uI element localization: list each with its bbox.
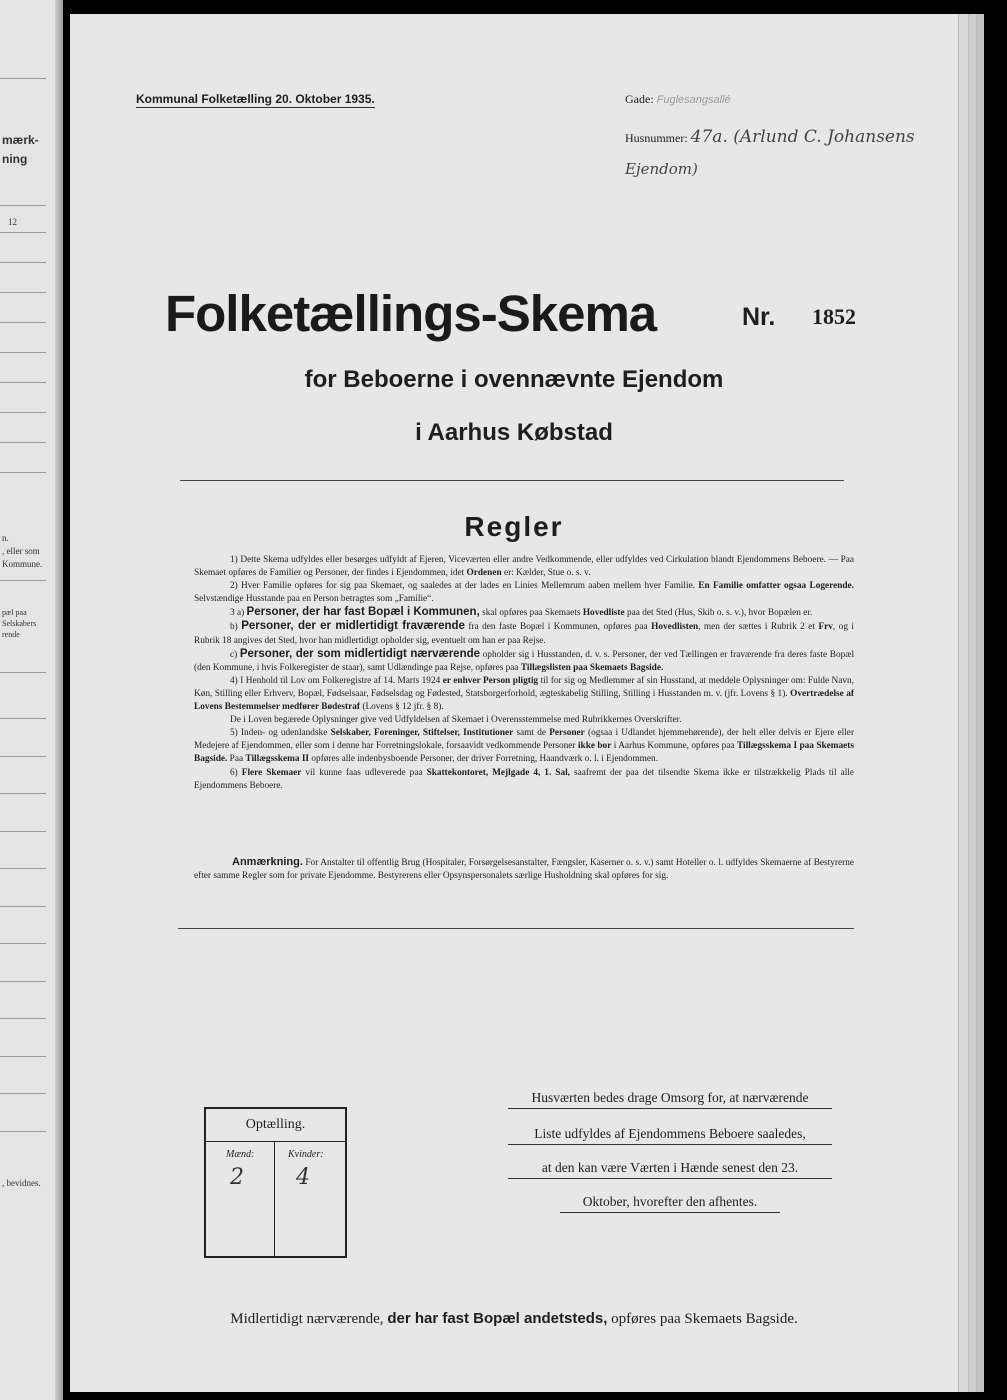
divider: [0, 262, 46, 263]
house-number-label: Husnummer:: [625, 131, 688, 145]
page-gutter: [55, 0, 63, 1400]
form-number-label: Nr.: [742, 303, 776, 331]
divider: [0, 672, 46, 673]
divider: [0, 943, 46, 944]
left-fragment: n.: [2, 533, 9, 543]
divider: [0, 981, 46, 982]
notice-line: at den kan være Værten i Hænde senest den 23.: [508, 1160, 832, 1179]
count-box-divider: [274, 1141, 275, 1256]
divider: [0, 442, 46, 443]
house-number-value: 47a. (Arlund C. Johansens: [690, 127, 915, 147]
divider: [0, 868, 46, 869]
left-fragment: pæl paa: [2, 608, 27, 617]
divider: [0, 232, 46, 233]
divider: [0, 382, 46, 383]
left-fragment: Selskabers: [2, 619, 37, 628]
divider: [0, 78, 46, 79]
rules-heading: Regler: [464, 511, 564, 542]
annotation-text: For Anstalter til offentlig Brug (Hospitaler, Forsørgelsesanstalter, Fængsler, Kaserner o. s. v.) samt Hoteller o. l. udfyldes Skemaerne af Bestyrerne efter samme Regler som for private Ejendomme. Bestyrerens eller Opsynspersonalets særlige Husholdning skal opføres for sig.: [194, 858, 854, 882]
left-fragment: Kommune.: [2, 559, 43, 569]
left-fragment: 12: [8, 217, 17, 227]
left-fragment: , bevidnes.: [2, 1178, 41, 1188]
rule-3a: 3 a) Personer, der har fast Bopæl i Kommunen, skal opføres paa Skemaets Hovedliste paa det Sted (Hus, Skib o. s. v.), hvor Bopælen er.: [230, 606, 813, 619]
divider: [0, 756, 46, 757]
divider: [0, 1056, 46, 1057]
rules-text: [194, 554, 854, 793]
left-fragment: rende: [2, 630, 20, 639]
divider: [0, 1131, 46, 1132]
divider: [0, 906, 46, 907]
rule-5: 5) Inden- og udenlandske Selskaber, Foreninger, Stiftelser, Institutioner samt de Personer (ogsaa i Udlandet hjemmehørende), der helt eller delvis er Ejere eller Medejere af Ejendommen, eller som i denne har Forretningslokale, forsaavidt vedkommende Personer ikke bor i Aarhus Kommune, opføres paa Tillægsskema I paa Skemaets Bagside. Paa Tillægsskema II opføres alle indenbysboende Personer, der driver Forretning, Haandværk o. l. i Ejendommen.: [194, 728, 855, 765]
divider: [0, 205, 46, 206]
form-subtitle: for Beboerne i ovennævnte Ejendom: [304, 366, 724, 393]
divider: [0, 1093, 46, 1094]
census-header: Kommunal Folketælling 20. Oktober 1935.: [136, 92, 375, 106]
left-fragment: mærk-: [2, 133, 39, 147]
divider: [0, 412, 46, 413]
left-facing-page: [0, 0, 63, 1400]
women-count: 4: [296, 1165, 310, 1190]
page-edge: [976, 14, 984, 1392]
form-subtitle-city: i Aarhus Købstad: [415, 419, 613, 446]
notice-line: Liste udfyldes af Ejendommens Beboere saaledes,: [508, 1126, 832, 1145]
divider: [0, 292, 46, 293]
rule-4b: De i Loven begærede Oplysninger give ved Udfyldelsen af Skemaet i Overensstemmelse med Rubrikkernes Overskrifter.: [230, 715, 682, 726]
rule-3c: c) Personer, der som midlertidigt nærværende opholder sig i Husstanden, d. v. s. Personer, der ved Tællingen er fraværende fra deres faste Bopæl (den Kommune, i hvis Folkeregister de staar), samt Udlændinge paa Rejse, opføres paa Tillægslisten paa Skemaets Bagside.: [194, 647, 855, 673]
house-number-field: [625, 127, 915, 147]
divider: [0, 352, 46, 353]
rule-3b: b) Personer, der er midlertidigt fraværende fra den faste Bopæl i Kommunen, opføres paa Hovedlisten, men der sættes i Rubrik 2 et Frv, og i Rubrik 18 angives det Sted, hvor han midlertidigt opholder sig, eventuelt om han er paa Rejse.: [194, 620, 855, 646]
notice-line: Oktober, hvorefter den afhentes.: [560, 1194, 780, 1213]
footer-note: Midlertidigt nærværende, der har fast Bopæl andetsteds, opføres paa Skemaets Bagside.: [230, 1310, 798, 1327]
notice-line: Husværten bedes drage Omsorg for, at nærværende: [508, 1090, 832, 1109]
divider: [0, 1018, 46, 1019]
divider: [0, 322, 46, 323]
count-box-title: Optælling.: [206, 1109, 345, 1142]
divider: [0, 831, 46, 832]
rule-4: 4) I Henhold til Lov om Folkeregistre af 14. Marts 1924 er enhver Person pligtig til for sig og Medlemmer af sin Husstand, at meddele Oplysninger om: Fulde Navn, Køn, Stilling eller Erhverv, Bopæl, Fødselsaar, Fødselsdag og Fødested, Statsborgerforhold, ægteskabelig Stilling, Stilling i Husstanden m. v. (jfr. Lovens § 1). Overtrædelse af Lovens Bestemmelser medfører Bødestraf (Lovens § 12 jfr. § 8).: [194, 675, 854, 713]
house-number-value-cont: Ejendom): [625, 160, 698, 178]
divider: [0, 580, 46, 581]
men-count: 2: [230, 1165, 244, 1190]
divider: [180, 480, 844, 481]
men-label: Mænd:: [226, 1149, 255, 1160]
rule-2: 2) Hver Familie opføres for sig paa Skemaet, og saaledes at der lades en Linies Mellemrum aaben mellem hver Familie. En Familie omfatter ogsaa Logerende. Selvstændige Husstande paa en Person betragtes som „Familie“.: [194, 581, 854, 605]
divider: [0, 793, 46, 794]
women-label: Kvinder:: [288, 1149, 324, 1160]
divider: [178, 928, 854, 929]
count-box: [204, 1107, 347, 1258]
rule-1: 1) Dette Skema udfyldes eller besørges udfyldt af Ejeren, Viceværten eller andre Vedkommende, eller udfyldes ved Cirkulation blandt Ejendommens Beboere. — Paa Skemaet opføres de Familier og Personer, der findes i Ejendommen, idet Ordenen er: Kælder, Stue o. s. v.: [194, 555, 854, 579]
street-label: Gade:: [625, 92, 654, 106]
annotation-note: [194, 856, 854, 883]
annotation-label: Anmærkning.: [232, 856, 303, 868]
divider: [0, 718, 46, 719]
street-value: Fuglesangsallé: [656, 94, 731, 106]
left-fragment: , eller som: [2, 546, 40, 556]
form-title: Folketællings-Skema: [165, 285, 657, 342]
census-form-page: [70, 14, 958, 1392]
divider: [0, 472, 46, 473]
form-number-value: 1852: [812, 304, 856, 329]
rule-6: 6) Flere Skemaer vil kunne faas udleverede paa Skattekontoret, Mejlgade 4, 1. Sal, saafremt der paa det tilsendte Skema ikke er tilstrækkelig Plads til alle Ejendommens Beboere.: [194, 767, 855, 791]
left-fragment: ning: [2, 152, 28, 166]
street-field: [625, 92, 731, 107]
